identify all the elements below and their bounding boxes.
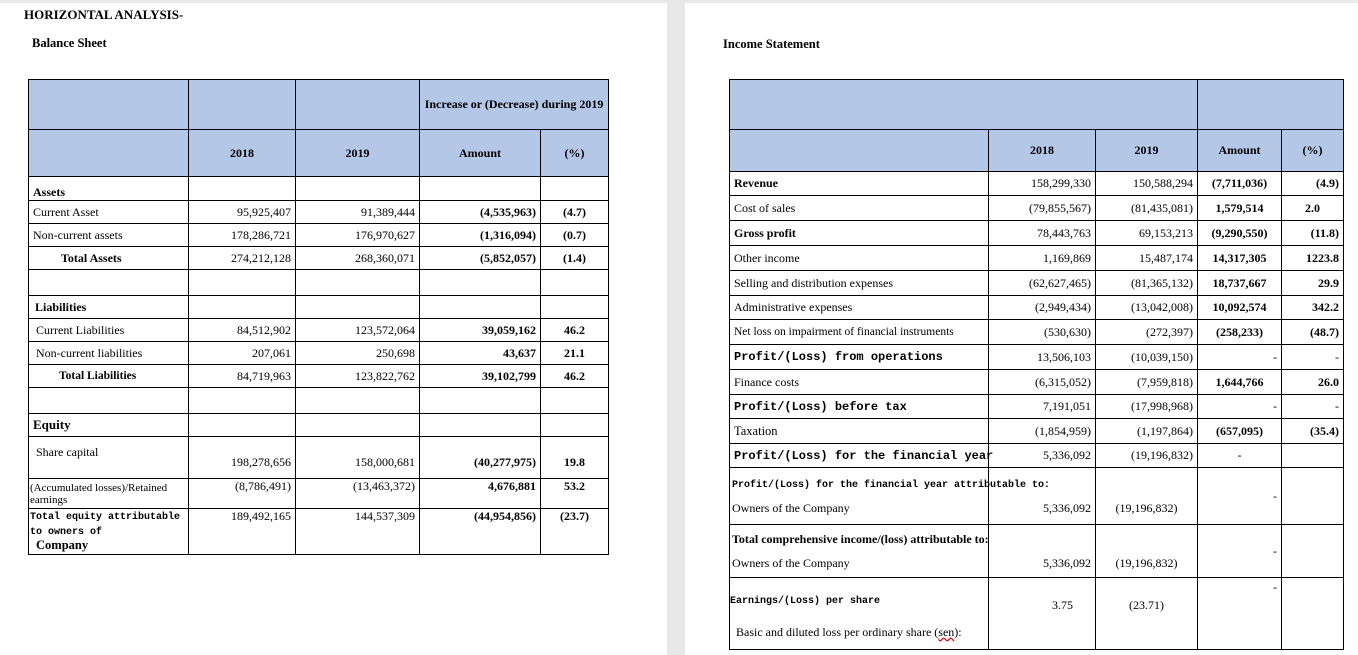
value-2019: (13,042,008) [1096, 296, 1198, 320]
row-label-continued: Owners of the Company [732, 501, 850, 515]
header-row-years [29, 130, 609, 177]
value-2019: (81,365,132) [1096, 271, 1198, 296]
year-2018-header: 2018 [189, 130, 296, 177]
change-pct: 53.2 [541, 479, 609, 509]
row-label: Revenue [730, 172, 989, 196]
table-row [29, 509, 609, 555]
change-pct [1282, 444, 1344, 468]
change-amount: 1,644,766 [1198, 370, 1282, 395]
change-pct: 26.0 [1282, 370, 1344, 395]
value-2018: 178,286,721 [189, 224, 296, 247]
value-2018: (62,627,465) [989, 271, 1096, 296]
value-2018: (1,854,959) [989, 419, 1096, 444]
change-pct: - [1282, 395, 1344, 419]
value-2019: (17,998,968) [1096, 395, 1198, 419]
change-pct [1282, 525, 1344, 578]
change-amount: 14,317,305 [1198, 246, 1282, 271]
change-pct [1282, 468, 1344, 525]
row-label: (Accumulated losses)/Retained earnings [29, 479, 189, 509]
value-2018: 198,278,656 [189, 437, 296, 479]
table-row [730, 370, 1344, 395]
table-row [730, 320, 1344, 345]
table-row [29, 319, 609, 342]
row-label: Selling and distribution expenses [730, 271, 989, 296]
income-statement-table [729, 79, 1344, 650]
row-label: Profit/(Loss) before tax [730, 395, 989, 419]
page-heading: HORIZONTAL ANALYSIS- [24, 7, 184, 22]
table-row [730, 395, 1344, 419]
change-amount: 39,059,162 [420, 319, 541, 342]
header-cell [730, 80, 1198, 130]
value-2019: 268,360,071 [296, 247, 420, 270]
table-row [730, 578, 1344, 650]
row-label: Current Asset [29, 201, 189, 224]
row-label-end: ): [954, 625, 962, 639]
value-2018: 5,336,092 [989, 468, 1096, 525]
change-amount: (9,290,550) [1198, 221, 1282, 246]
table-row [29, 247, 609, 270]
change-pct: (48.7) [1282, 320, 1344, 345]
pct-header: (%) [1282, 130, 1344, 172]
change-pct: 1223.8 [1282, 246, 1344, 271]
change-amount: - [1198, 345, 1282, 370]
table-row [29, 479, 609, 509]
change-amount: - [1198, 468, 1282, 525]
change-pct: 46.2 [541, 319, 609, 342]
table-row [29, 437, 609, 479]
value-2018: (6,315,052) [989, 370, 1096, 395]
amount-header: Amount [1198, 130, 1282, 172]
change-pct: 342.2 [1282, 296, 1344, 320]
table-row [29, 414, 609, 437]
change-pct [1282, 578, 1344, 650]
value-2019: 176,970,627 [296, 224, 420, 247]
row-label: Taxation [730, 419, 989, 444]
value-2018: 84,719,963 [189, 365, 296, 388]
value-2019: 15,487,174 [1096, 246, 1198, 271]
change-amount: - [1198, 578, 1282, 650]
change-amount: (7,711,036) [1198, 172, 1282, 196]
increase-header: Increase or (Decrease) during 2019 [420, 80, 609, 130]
table-row [29, 224, 609, 247]
change-amount: - [1198, 395, 1282, 419]
row-label: Share capital [29, 437, 189, 479]
change-pct: (4.9) [1282, 172, 1344, 196]
table-row [730, 296, 1344, 320]
year-2019-header: 2019 [1096, 130, 1198, 172]
change-amount: 1,579,514 [1198, 196, 1282, 221]
value-2018: 5,336,092 [989, 444, 1096, 468]
value-2019: (10,039,150) [1096, 345, 1198, 370]
row-label: Cost of sales [730, 196, 989, 221]
balance-sheet-title: Balance Sheet [32, 36, 107, 50]
change-amount: - [1198, 444, 1282, 468]
change-amount: (258,233) [1198, 320, 1282, 345]
page-left [0, 3, 667, 655]
table-row [730, 345, 1344, 370]
balance-sheet-table [28, 79, 609, 555]
table-row [730, 246, 1344, 271]
spacer-row [29, 270, 609, 296]
row-label: Net loss on impairment of financial instruments [730, 320, 989, 345]
row-label: Total Assets [29, 247, 189, 270]
header-row-top [730, 80, 1344, 130]
change-amount: 39,102,799 [420, 365, 541, 388]
header-row-years [730, 130, 1344, 172]
row-label: Current Liabilities [29, 319, 189, 342]
change-pct: (23.7) [541, 509, 609, 555]
header-cell [189, 80, 296, 130]
table-row [29, 201, 609, 224]
value-2019: 144,537,309 [296, 509, 420, 555]
change-amount: (44,954,856) [420, 509, 541, 555]
value-2019: (272,397) [1096, 320, 1198, 345]
change-amount: 18,737,667 [1198, 271, 1282, 296]
value-2019: (23.71) [1096, 578, 1198, 650]
change-pct: 19.8 [541, 437, 609, 479]
row-label: Profit/(Loss) for the financial year [730, 444, 989, 468]
row-label: Total comprehensive income/(loss) attributable to: [732, 532, 989, 546]
value-2019: 150,588,294 [1096, 172, 1198, 196]
table-row [29, 365, 609, 388]
change-amount: 4,676,881 [420, 479, 541, 509]
income-statement-title: Income Statement [723, 37, 820, 51]
value-2019: (13,463,372) [296, 479, 420, 509]
table-row [730, 419, 1344, 444]
value-2019: 250,698 [296, 342, 420, 365]
row-label: Earnings/(Loss) per share [730, 596, 881, 607]
row-label: Total Liabilities [29, 365, 189, 388]
value-2019: 91,389,444 [296, 201, 420, 224]
value-2018: 274,212,128 [189, 247, 296, 270]
change-pct: (4.7) [541, 201, 609, 224]
header-cell [1198, 80, 1344, 130]
change-amount: (657,095) [1198, 419, 1282, 444]
row-label: Total equity attributable to owners of [30, 512, 181, 538]
change-amount: 43,637 [420, 342, 541, 365]
value-2019: (7,959,818) [1096, 370, 1198, 395]
value-2018: (2,949,434) [989, 296, 1096, 320]
row-label-cell [730, 578, 989, 650]
row-label-continued: Basic and diluted loss per ordinary share ( [736, 625, 939, 639]
value-2018: 189,492,165 [189, 509, 296, 555]
row-label: Profit/(Loss) for the financial year attributable to: [732, 480, 1051, 491]
year-2019-header: 2019 [296, 130, 420, 177]
row-label: Finance costs [730, 370, 989, 395]
table-row [730, 468, 1344, 525]
value-2018: 7,191,051 [989, 395, 1096, 419]
change-amount: (40,277,975) [420, 437, 541, 479]
row-label: Assets [29, 177, 189, 201]
row-label: Equity [29, 414, 189, 437]
table-row [730, 271, 1344, 296]
value-2019: (19,196,832) [1096, 468, 1198, 525]
spacer-row [29, 388, 609, 414]
value-2018: 13,506,103 [989, 345, 1096, 370]
table-row [730, 221, 1344, 246]
change-pct: 2.0 [1282, 196, 1344, 221]
table-row [29, 177, 609, 201]
misspelled-word: sen [938, 625, 955, 639]
table-row [730, 196, 1344, 221]
table-row [730, 444, 1344, 468]
row-label: Profit/(Loss) from operations [730, 345, 989, 370]
table-row [29, 342, 609, 365]
value-2019: (81,435,081) [1096, 196, 1198, 221]
value-2019: (19,196,832) [1096, 525, 1198, 578]
row-label: Non-current liabilities [29, 342, 189, 365]
row-label: Other income [730, 246, 989, 271]
row-label: Liabilities [29, 296, 189, 319]
row-label-cell [730, 525, 989, 578]
value-2018: 78,443,763 [989, 221, 1096, 246]
value-2018: 95,925,407 [189, 201, 296, 224]
value-2019: 69,153,213 [1096, 221, 1198, 246]
change-amount: (5,852,057) [420, 247, 541, 270]
change-amount: (1,316,094) [420, 224, 541, 247]
value-2019: 158,000,681 [296, 437, 420, 479]
value-2019: 123,822,762 [296, 365, 420, 388]
amount-header: Amount [420, 130, 541, 177]
header-cell [29, 80, 189, 130]
change-pct: (11.8) [1282, 221, 1344, 246]
change-pct: 29.9 [1282, 271, 1344, 296]
header-row-top [29, 80, 609, 130]
table-row [730, 525, 1344, 578]
value-2018: 158,299,330 [989, 172, 1096, 196]
value-2018: (8,786,491) [189, 479, 296, 509]
header-cell [730, 130, 989, 172]
change-amount: 10,092,574 [1198, 296, 1282, 320]
pct-header: (%) [541, 130, 609, 177]
table-row [29, 296, 609, 319]
row-label: Administrative expenses [730, 296, 989, 320]
header-cell [29, 130, 189, 177]
row-label-continued: Owners of the Company [732, 556, 850, 570]
row-label-cell [730, 468, 1051, 525]
change-amount: - [1198, 525, 1282, 578]
row-label: Non-current assets [29, 224, 189, 247]
change-amount: (4,535,963) [420, 201, 541, 224]
row-label-continued: Company [36, 538, 89, 552]
value-2018: 3.75 [989, 578, 1096, 650]
table-row [730, 172, 1344, 196]
year-2018-header: 2018 [989, 130, 1096, 172]
change-pct: (35.4) [1282, 419, 1344, 444]
value-2018: (79,855,567) [989, 196, 1096, 221]
change-pct: - [1282, 345, 1344, 370]
header-cell [296, 80, 420, 130]
value-2019: (1,197,864) [1096, 419, 1198, 444]
value-2018: 207,061 [189, 342, 296, 365]
row-label-cell [29, 509, 189, 555]
value-2018: 5,336,092 [989, 525, 1096, 578]
value-2018: (530,630) [989, 320, 1096, 345]
row-label: Gross profit [730, 221, 989, 246]
value-2018: 1,169,869 [989, 246, 1096, 271]
change-pct: (0.7) [541, 224, 609, 247]
page-right [685, 3, 1358, 655]
change-pct: 21.1 [541, 342, 609, 365]
change-pct: (1.4) [541, 247, 609, 270]
change-pct: 46.2 [541, 365, 609, 388]
value-2018: 84,512,902 [189, 319, 296, 342]
value-2019: (19,196,832) [1096, 444, 1198, 468]
value-2019: 123,572,064 [296, 319, 420, 342]
